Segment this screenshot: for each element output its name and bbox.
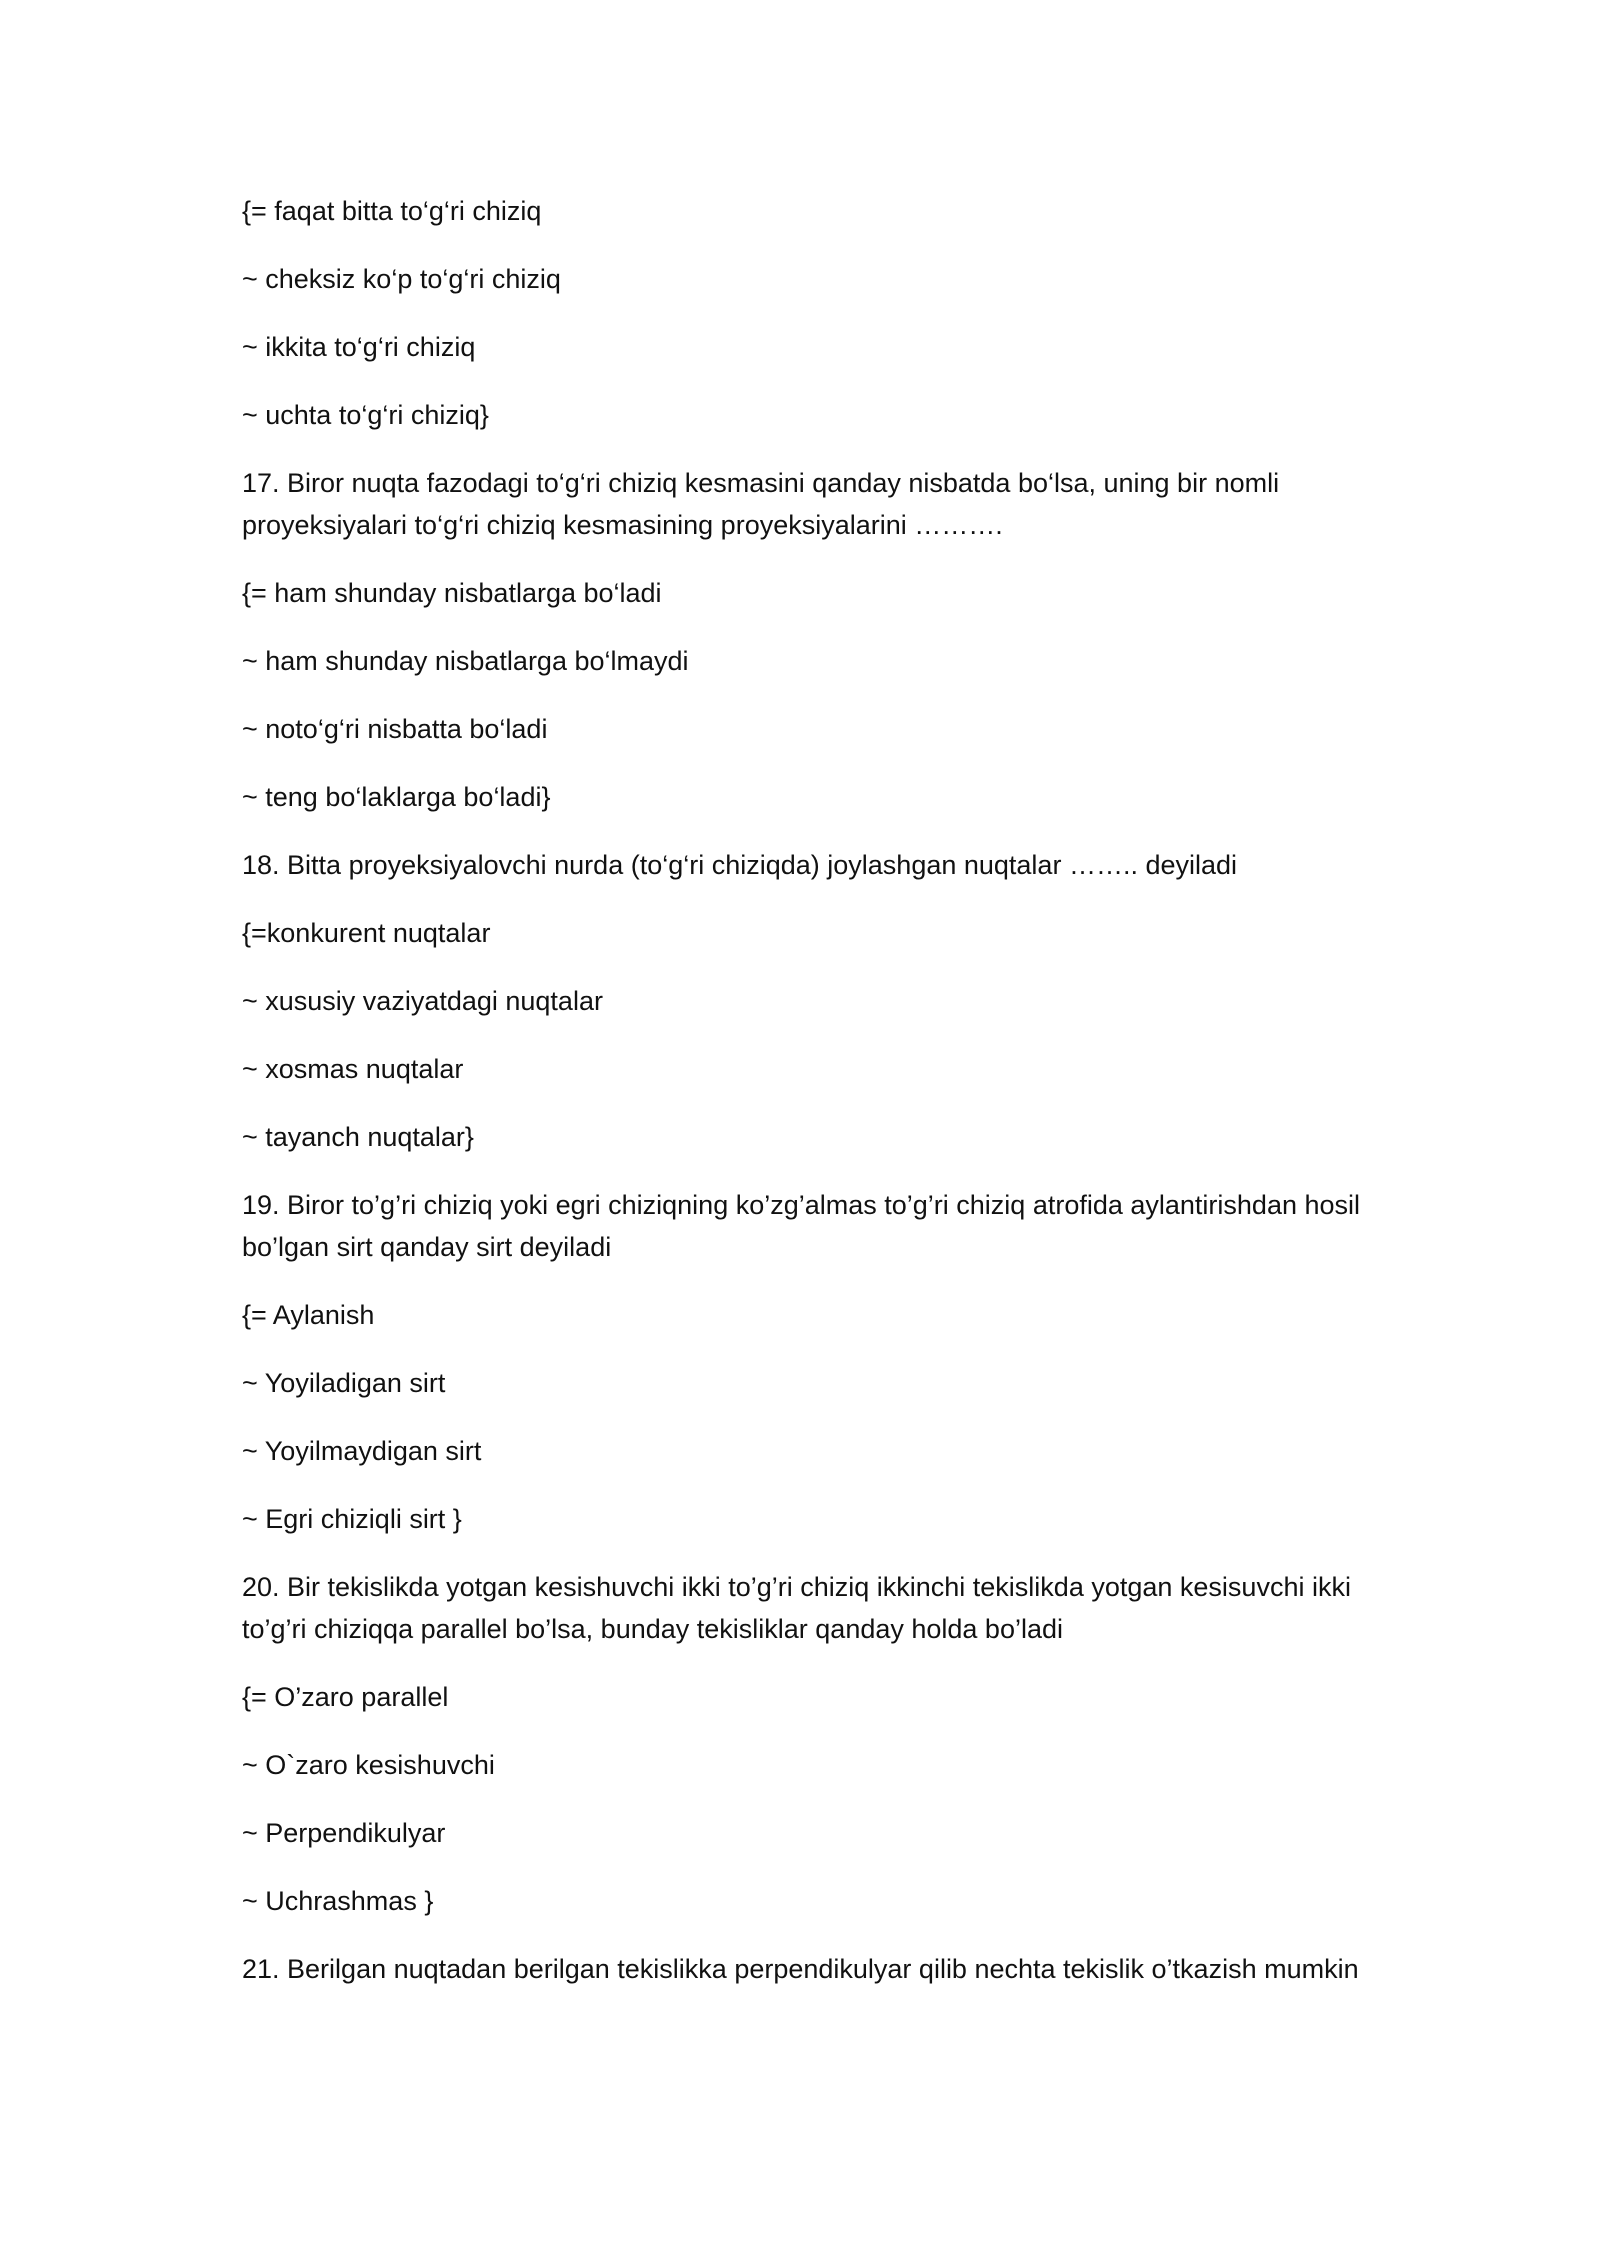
answer-option: ~ Yoyiladigan sirt (242, 1368, 446, 1398)
answer-option: ~ Yoyilmaydigan sirt (242, 1436, 482, 1466)
answer-option: ~ xususiy vaziyatdagi nuqtalar (242, 986, 603, 1016)
answer-option: ~ Uchrashmas } (242, 1886, 434, 1916)
answer-option: ~ ham shunday nisbatlarga bo‘lmaydi (242, 646, 689, 676)
answer-option: ~ tayanch nuqtalar} (242, 1122, 474, 1152)
question-17: 17. Biror nuqta fazodagi to‘g‘ri chiziq kesmasini qanday nisbatda bo‘lsa, uning bir nomli proyeksiyalari to‘g‘ri chiziq kesmasining proyeksiyalarini ………. (242, 468, 1280, 540)
answer-option: {=konkurent nuqtalar (242, 918, 491, 948)
answer-option: ~ uchta to‘g‘ri chiziq} (242, 400, 489, 430)
answer-option: ~ teng bo‘laklarga bo‘ladi} (242, 782, 551, 812)
answer-option: ~ ikkita to‘g‘ri chiziq (242, 332, 476, 362)
answer-option: {= faqat bitta to‘g‘ri chiziq (242, 196, 542, 226)
answer-option: ~ Perpendikulyar (242, 1818, 446, 1848)
answer-option: {= ham shunday nisbatlarga bo‘ladi (242, 578, 662, 608)
answer-option: ~ xosmas nuqtalar (242, 1054, 464, 1084)
question-20: 20. Bir tekislikda yotgan kesishuvchi ikki to’g’ri chiziq ikkinchi tekislikda yotgan kesisuvchi ikki to’g’ri chiziqqa parallel bo’lsa, bunday tekisliklar qanday holda bo’ladi (242, 1572, 1351, 1644)
question-19: 19. Biror to’g’ri chiziq yoki egri chiziqning ko’zg’almas to’g’ri chiziq atrofida aylantirishdan hosil bo’lgan sirt qanday sirt deyiladi (242, 1190, 1361, 1262)
answer-option: ~ O`zaro kesishuvchi (242, 1750, 495, 1780)
question-21: 21. Berilgan nuqtadan berilgan tekislikka perpendikulyar qilib nechta tekislik o’tkazish mumkin (242, 1954, 1359, 1984)
answer-option: {= O’zaro parallel (242, 1682, 449, 1712)
answer-option: ~ Egri chiziqli sirt } (242, 1504, 462, 1534)
question-18: 18. Bitta proyeksiyalovchi nurda (to‘g‘ri chiziqda) joylashgan nuqtalar …….. deyiladi (242, 850, 1238, 880)
answer-option: ~ noto‘g‘ri nisbatta bo‘ladi (242, 714, 548, 744)
document-body (242, 190, 1372, 2016)
answer-option: {= Aylanish (242, 1300, 375, 1330)
answer-option: ~ cheksiz ko‘p to‘g‘ri chiziq (242, 264, 561, 294)
